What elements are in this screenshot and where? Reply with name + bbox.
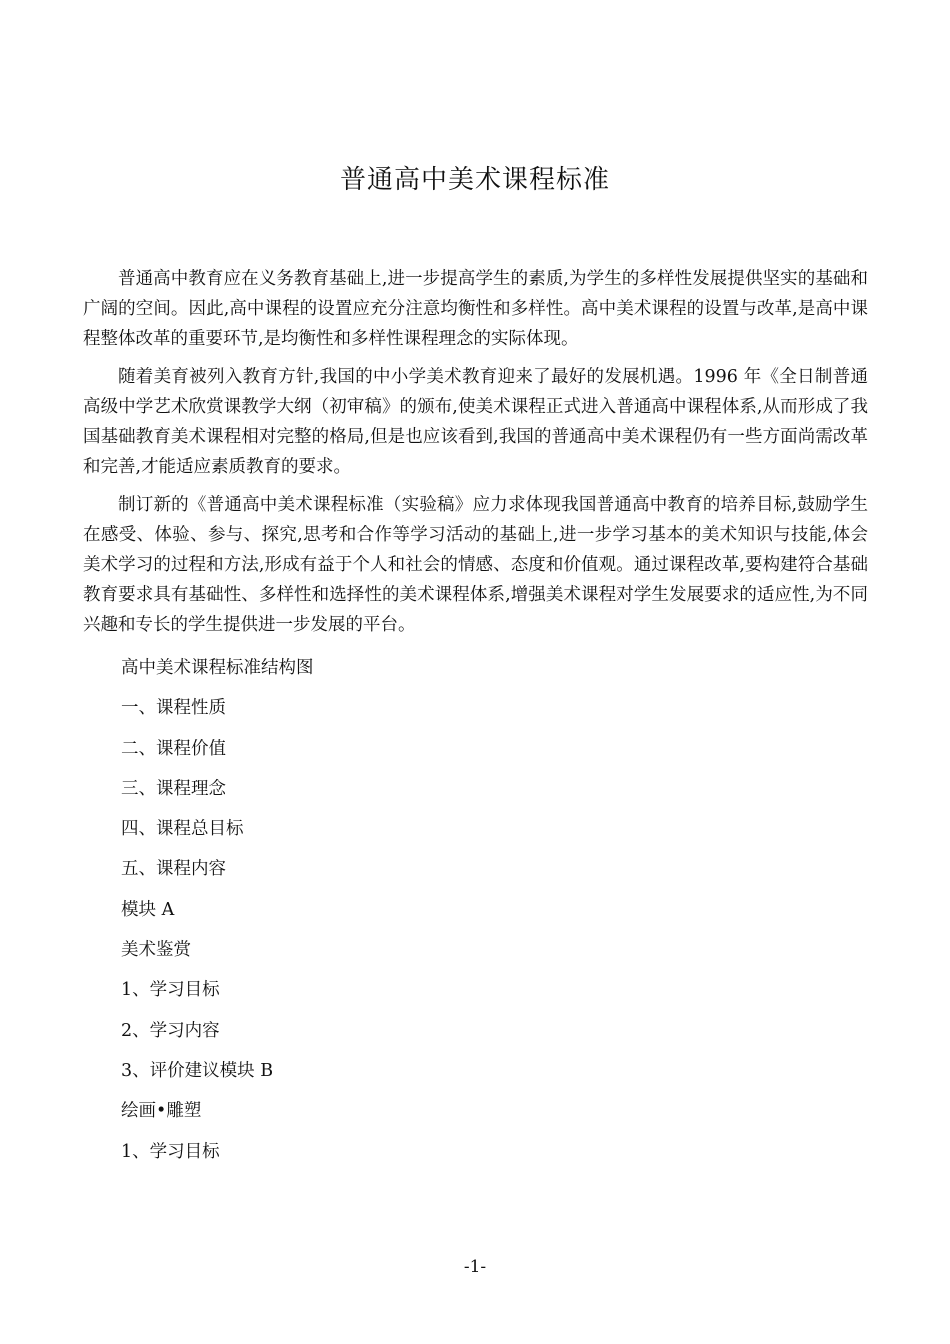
outline-item-art-appreciation: 美术鉴赏 <box>121 940 191 961</box>
outline-list <box>83 648 868 1172</box>
document-body <box>83 264 868 1172</box>
outline-item-course-nature: 一、课程性质 <box>121 698 226 719</box>
outline-item-structure-chart: 高中美术课程标准结构图 <box>121 658 314 678</box>
outline-item-course-goal: 四、课程总目标 <box>121 819 244 840</box>
outline-item-course-content: 五、课程内容 <box>121 859 226 880</box>
paragraph-3: 制订新的《普通高中美术课程标准（实验稿》应力求体现我国普通高中教育的培养目标,鼓励学生在感受、体验、参与、探究,思考和合作等学习活动的基础上,进一步学习基本的美术知识与技能,体会美术学习的过程和方法,形成有益于个人和社会的情感、态度和价值观。通过课程改革,要构建符合基础教育要求具有基础性、多样性和选择性的美术课程体系,增强美术课程对学生发展要求的适应性,为不同兴趣和专长的学生提供进一步发展的平台。 <box>83 495 868 635</box>
outline-item-course-value: 二、课程价值 <box>121 738 226 759</box>
outline-item-painting-sculpture: 绘画•雕塑 <box>121 1101 202 1122</box>
page-number: -1- <box>463 1257 487 1277</box>
outline-item-evaluation-module-b: 3、评价建议模块 B <box>121 1060 274 1081</box>
paragraph-1: 普通高中教育应在义务教育基础上,进一步提高学生的素质,为学生的多样性发展提供坚实的基础和广阔的空间。因此,高中课程的设置应充分注意均衡性和多样性。高中美术课程的设置与改革,是高中课程整体改革的重要环节,是均衡性和多样性课程理念的实际体现。 <box>83 269 868 349</box>
outline-item-learning-content-a: 2、学习内容 <box>121 1020 220 1041</box>
outline-item-course-concept: 三、课程理念 <box>121 778 226 799</box>
outline-item-module-a: 模块 A <box>121 899 175 920</box>
outline-item-learning-goal-a: 1、学习目标 <box>121 980 220 1001</box>
outline-item-learning-goal-b: 1、学习目标 <box>121 1141 220 1162</box>
paragraph-2: 随着美育被列入教育方针,我国的中小学美术教育迎来了最好的发展机遇。1996 年《全日制普通高级中学艺术欣赏课教学大纲（初审稿》的颁布,使美术课程正式进入普通高中课程体系,从而形成了我国基础教育美术课程相对完整的格局,但是也应该看到,我国的普通高中美术课程仍有一些方面尚需改革和完善,才能适应素质教育的要求。 <box>83 367 868 477</box>
document-title: 普通高中美术课程标准 <box>339 165 610 195</box>
